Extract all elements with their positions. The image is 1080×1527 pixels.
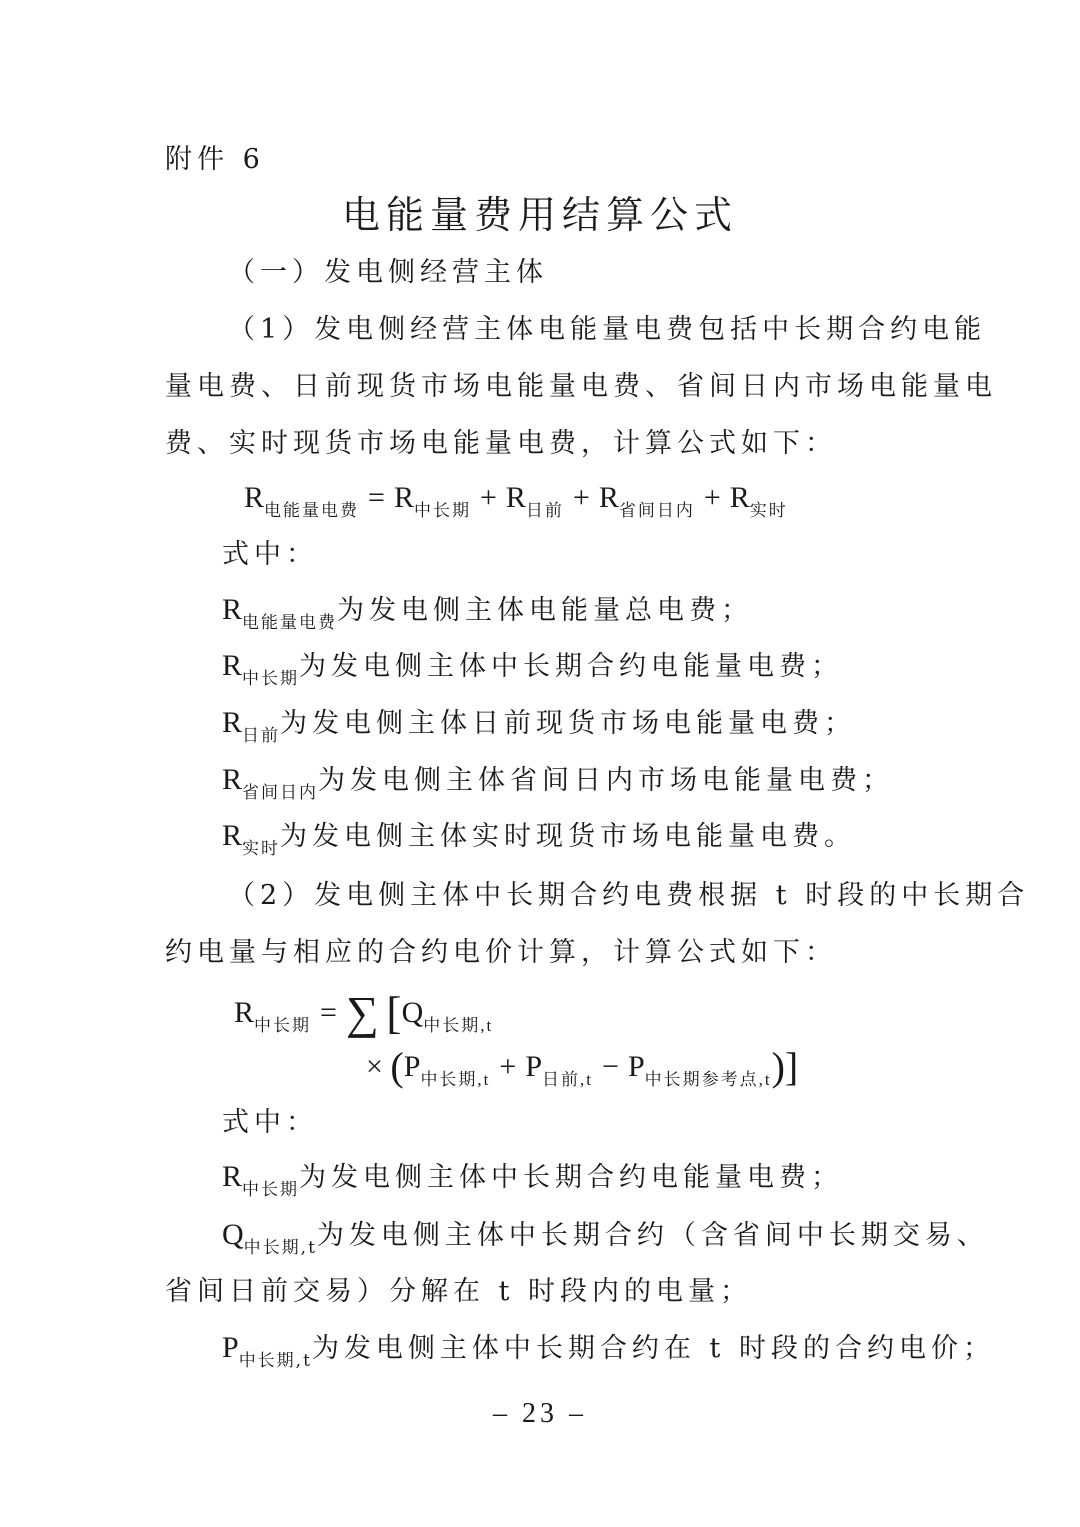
symbol-p: P bbox=[627, 1050, 645, 1083]
def-text: 为发电侧主体中长期合约在 t 时段的合约电价； bbox=[311, 1333, 995, 1364]
def-text: 为发电侧主体中长期合约电能量电费； bbox=[299, 1162, 844, 1193]
formula-mlt-line1 bbox=[234, 987, 494, 1038]
definition-row bbox=[222, 816, 856, 858]
right-close: )] bbox=[771, 1044, 799, 1089]
where-label: 式中： bbox=[222, 539, 318, 570]
def-subscript: 实时 bbox=[242, 839, 281, 859]
attachment-label: 附件 6 bbox=[165, 144, 265, 175]
para1-line3: 费、实时现货市场电能量电费，计算公式如下： bbox=[165, 428, 837, 459]
para1-line1: （1）发电侧经营主体电能量电费包括中长期合约电能 bbox=[228, 314, 987, 345]
def-subscript: 中长期,t bbox=[238, 1351, 312, 1371]
operator-plus: + bbox=[572, 481, 590, 514]
def-text: 为发电侧主体省间日内市场电能量电费； bbox=[318, 765, 895, 796]
symbol-r: R bbox=[505, 481, 526, 514]
def-symbol: R bbox=[222, 1160, 243, 1193]
page-title: 电能量费用结算公式 bbox=[341, 193, 738, 237]
left-bracket: [ bbox=[386, 987, 402, 1038]
para1-line2: 量电费、日前现货市场电能量电费、省间日内市场电能量电 bbox=[165, 371, 997, 402]
subscript: 中长期,t bbox=[420, 1070, 491, 1089]
page-number: – 23 – bbox=[493, 1398, 587, 1429]
formula-total-fee bbox=[244, 476, 788, 520]
definition-row bbox=[222, 703, 856, 745]
symbol-r: R bbox=[598, 481, 619, 514]
definition-row bbox=[222, 1328, 995, 1370]
def-symbol: R bbox=[222, 593, 243, 626]
subscript: 日前 bbox=[525, 501, 564, 520]
operator-plus: + bbox=[703, 481, 721, 514]
subscript: 中长期参考点,t bbox=[644, 1070, 772, 1089]
subscript: 电能量电费 bbox=[264, 501, 360, 520]
def-symbol: Q bbox=[222, 1218, 244, 1251]
def-symbol: R bbox=[222, 706, 243, 739]
def-text: 为发电侧主体实时现货市场电能量电费。 bbox=[280, 821, 857, 852]
definition-row bbox=[222, 1157, 843, 1199]
def-symbol: R bbox=[222, 763, 243, 796]
def-subscript: 中长期 bbox=[242, 1180, 300, 1200]
def-text: 为发电侧主体日前现货市场电能量电费； bbox=[280, 708, 857, 739]
subscript: 日前,t bbox=[542, 1070, 594, 1089]
def-symbol: P bbox=[222, 1331, 239, 1364]
sum-symbol: ∑ bbox=[345, 987, 379, 1038]
subscript: 中长期 bbox=[254, 1016, 312, 1035]
operator-plus: + bbox=[499, 1050, 517, 1083]
operator-minus: − bbox=[602, 1050, 619, 1083]
operator-equals: = bbox=[368, 481, 385, 514]
symbol-r: R bbox=[234, 996, 255, 1029]
section-heading: （一）发电侧经营主体 bbox=[228, 257, 548, 288]
formula-mlt-line2 bbox=[366, 1045, 798, 1089]
def-subscript: 电能量电费 bbox=[242, 613, 338, 633]
definition-row bbox=[222, 646, 843, 688]
symbol-q: Q bbox=[401, 996, 424, 1029]
def-subscript: 日前 bbox=[242, 726, 281, 746]
definition-row bbox=[222, 590, 753, 632]
symbol-r: R bbox=[729, 481, 750, 514]
operator-equals: = bbox=[320, 996, 337, 1029]
subscript: 省间日内 bbox=[618, 501, 695, 520]
symbol-r: R bbox=[393, 481, 414, 514]
left-paren: ( bbox=[390, 1044, 404, 1089]
def-text: 为发电侧主体电能量总电费； bbox=[337, 595, 754, 626]
def-subscript: 中长期,t bbox=[243, 1238, 317, 1258]
definition-row bbox=[222, 760, 894, 802]
def-text: 为发电侧主体中长期合约电能量电费； bbox=[299, 651, 844, 682]
symbol-r: R bbox=[244, 481, 265, 514]
definition-continuation: 省间日前交易）分解在 t 时段内的电量； bbox=[165, 1276, 753, 1307]
operator-times: × bbox=[366, 1050, 383, 1083]
where-label: 式中： bbox=[222, 1107, 318, 1138]
subscript: 实时 bbox=[749, 501, 788, 520]
def-subscript: 中长期 bbox=[242, 669, 300, 689]
def-symbol: R bbox=[222, 819, 243, 852]
def-text: 为发电侧主体中长期合约（含省间中长期交易、 bbox=[316, 1220, 989, 1251]
subscript: 中长期 bbox=[413, 501, 471, 520]
subscript: 中长期,t bbox=[423, 1016, 494, 1035]
definition-row bbox=[222, 1215, 989, 1257]
operator-plus: + bbox=[479, 481, 497, 514]
def-symbol: R bbox=[222, 649, 243, 682]
symbol-p: P bbox=[525, 1050, 543, 1083]
para2-line2: 约电量与相应的合约电价计算，计算公式如下： bbox=[165, 937, 837, 968]
def-subscript: 省间日内 bbox=[242, 783, 319, 803]
symbol-p: P bbox=[403, 1050, 421, 1083]
para2-line1: （2）发电侧主体中长期合约电费根据 t 时段的中长期合 bbox=[228, 880, 1030, 911]
